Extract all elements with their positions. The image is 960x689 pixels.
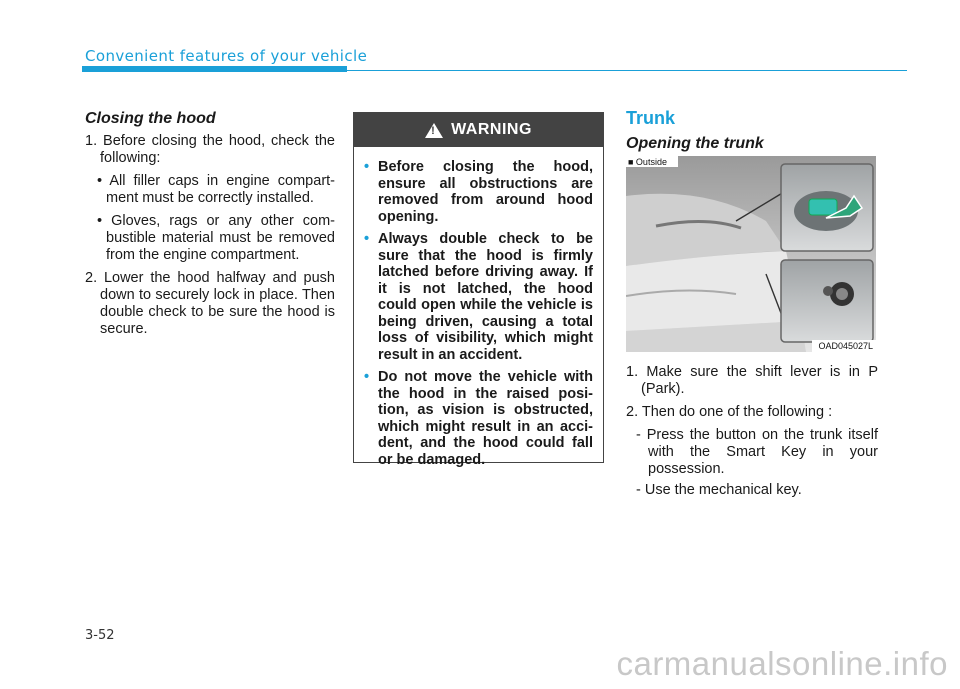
trunk-title: Trunk <box>626 108 676 128</box>
warning-label: WARNING <box>451 121 532 138</box>
closing-hood-title: Closing the hood <box>85 110 216 127</box>
opening-trunk-title: Opening the trunk <box>626 135 764 152</box>
closing-hood-section <box>85 110 335 344</box>
closing-hood-bullet-1: • All filler caps in engine compart-ment must be correctly installed. <box>97 173 335 206</box>
warning-box <box>353 112 604 468</box>
warning-item: • Before closing the hood, ensure all obstructions are removed from around hood opening. <box>364 159 593 225</box>
warning-header <box>354 113 603 147</box>
warning-item: • Always double check to be sure that the hood is firmly latched before driving away. If it is not latched, the hood could open while the vehicle is being driven, causing a total loss of visibility, which might result in an accident. <box>364 231 593 363</box>
watermark: carmanualsonline.info <box>616 645 948 682</box>
trunk-section <box>626 110 878 503</box>
trunk-figure <box>626 156 876 352</box>
figure-tag: ■ Outside <box>628 157 667 167</box>
trunk-option-2: - Use the mechanical key. <box>636 482 802 498</box>
warning-item: • Do not move the vehicle with the hood in the raised posi-tion, as vision is obstructed, which might result in an acci-dent, and the hood could fall or be damaged. <box>364 369 593 468</box>
page-number: 3-52 <box>85 628 115 643</box>
trunk-step-1: 1. Make sure the shift lever is in P (Park). <box>626 364 878 397</box>
header-title: Convenient features of your vehicle <box>85 47 368 65</box>
closing-hood-step-2: 2. Lower the hood halfway and push down to securely lock in place. Then double check to be sure the hood is secure. <box>85 270 335 337</box>
figure-code: OAD045027L <box>818 341 873 351</box>
trunk-illustration <box>626 156 876 352</box>
warning-triangle-icon: ! <box>425 123 443 138</box>
header-rule <box>347 70 907 71</box>
trunk-step-2: 2. Then do one of the following : <box>626 404 833 420</box>
header-accent-bar <box>82 66 347 72</box>
closing-hood-bullet-2: • Gloves, rags or any other com-bustible material must be removed from the engine compartment. <box>97 213 335 263</box>
trunk-option-1: - Press the button on the trunk itself with the Smart Key in your possession. <box>636 427 878 477</box>
closing-hood-step-1: 1. Before closing the hood, check the following: <box>85 133 335 166</box>
